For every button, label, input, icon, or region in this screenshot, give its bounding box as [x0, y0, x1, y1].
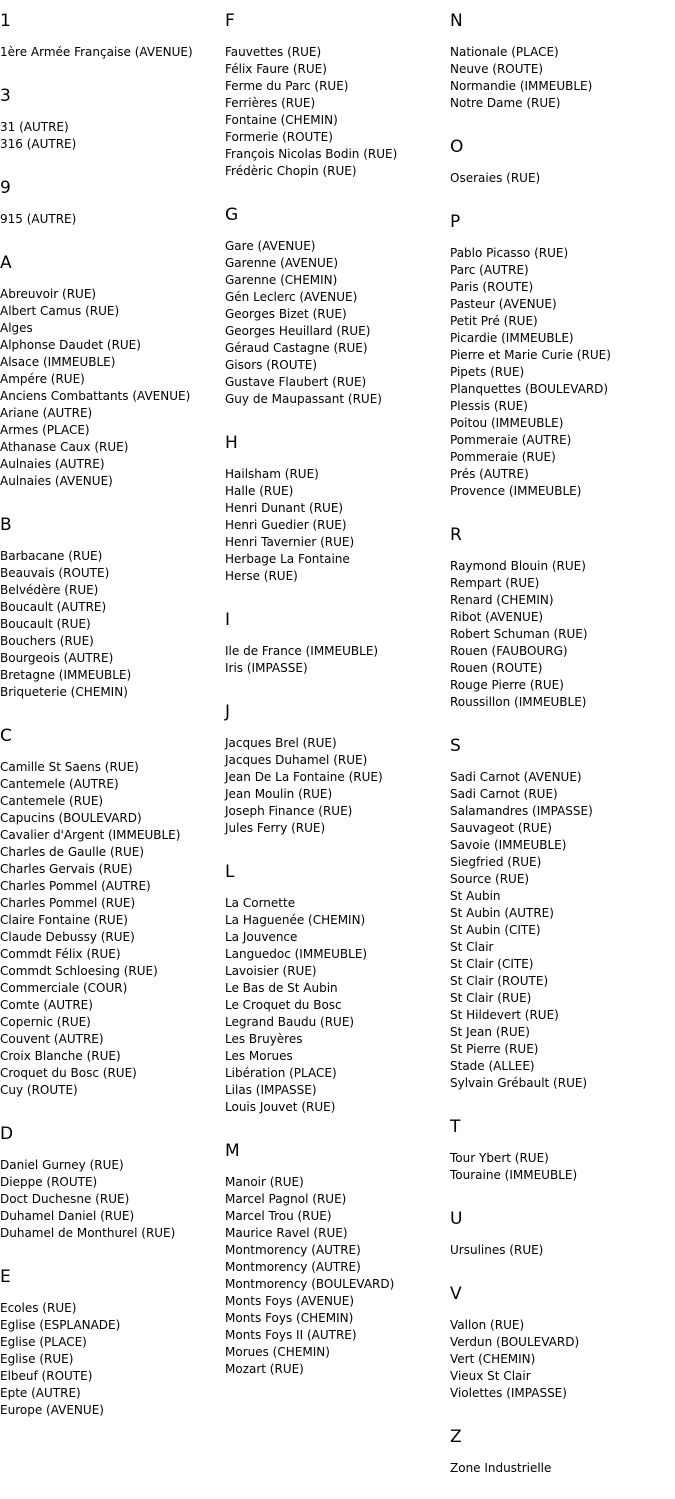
street-link[interactable]: Aulnaies (AUTRE) [0, 457, 105, 471]
street-link[interactable]: Halle (RUE) [225, 484, 294, 498]
street-link[interactable]: St Clair (ROUTE) [450, 974, 549, 988]
letter-group [450, 1281, 672, 1402]
street-link[interactable]: Les Morues [225, 1049, 293, 1063]
street-link[interactable]: 915 (AUTRE) [0, 212, 77, 226]
street-link[interactable]: La Haguenée (CHEMIN) [225, 913, 366, 927]
street-link[interactable]: Salamandres (IMPASSE) [450, 804, 593, 818]
letter-group [225, 8, 447, 180]
street-link[interactable]: Duhamel Daniel (RUE) [0, 1209, 135, 1223]
street-link[interactable]: Verdun (BOULEVARD) [450, 1335, 580, 1349]
street-link[interactable]: Pablo Picasso (RUE) [450, 246, 569, 260]
street-link[interactable]: Gén Leclerc (AVENUE) [225, 290, 358, 304]
street-list [225, 895, 447, 1116]
street-link[interactable]: Henri Tavernier (RUE) [225, 535, 355, 549]
street-link[interactable]: Rempart (RUE) [450, 576, 540, 590]
street-link[interactable]: Rouen (ROUTE) [450, 661, 543, 675]
street-link[interactable]: Athanase Caux (RUE) [0, 440, 129, 454]
street-link[interactable]: Touraine (IMMEUBLE) [450, 1168, 578, 1182]
street-list [450, 44, 672, 112]
street-list [0, 44, 222, 61]
street-link[interactable]: Boucault (AUTRE) [0, 600, 107, 614]
street-link[interactable]: Garenne (AVENUE) [225, 256, 339, 270]
street-link[interactable]: Albert Camus (RUE) [0, 304, 120, 318]
street-link[interactable]: Violettes (IMPASSE) [450, 1386, 567, 1400]
street-link[interactable]: Neuve (ROUTE) [450, 62, 544, 76]
street-list [225, 735, 447, 837]
street-link[interactable]: Comte (AUTRE) [0, 998, 93, 1012]
letter-group [450, 209, 672, 500]
street-link[interactable]: Croquet du Bosc (RUE) [0, 1066, 137, 1080]
letter-group [450, 1114, 672, 1184]
street-link[interactable]: Fauvettes (RUE) [225, 45, 322, 59]
street-link[interactable]: Gustave Flaubert (RUE) [225, 375, 367, 389]
street-link[interactable]: Marcel Pagnol (RUE) [225, 1192, 347, 1206]
street-link[interactable]: Bretagne (IMMEUBLE) [0, 668, 132, 682]
letter-group [225, 202, 447, 408]
letter-group [225, 699, 447, 837]
letter-group [225, 607, 447, 677]
street-link[interactable]: St Hildevert (RUE) [450, 1008, 559, 1022]
letter-group [0, 250, 222, 490]
street-link[interactable]: Monts Foys (CHEMIN) [225, 1311, 354, 1325]
street-list [225, 44, 447, 180]
street-link[interactable]: Pommeraie (RUE) [450, 450, 556, 464]
letter-group [450, 522, 672, 711]
street-link[interactable]: Couvent (AUTRE) [0, 1032, 104, 1046]
street-link[interactable]: François Nicolas Bodin (RUE) [225, 147, 398, 161]
street-link[interactable]: Copernic (RUE) [0, 1015, 91, 1029]
street-link[interactable]: Dieppe (ROUTE) [0, 1175, 98, 1189]
street-link[interactable]: Beauvais (ROUTE) [0, 566, 110, 580]
street-list [0, 211, 222, 228]
street-list [0, 548, 222, 701]
street-list [450, 245, 672, 500]
letter-heading: S [450, 736, 461, 756]
letter-group [450, 733, 672, 1092]
street-index-column-3 [450, 8, 672, 1499]
street-list [450, 170, 672, 187]
street-link[interactable]: Mozart (RUE) [225, 1362, 304, 1376]
street-link[interactable]: Montmorency (AUTRE) [225, 1260, 361, 1274]
street-list [0, 119, 222, 153]
letter-heading: B [0, 515, 12, 535]
street-link[interactable]: Claire Fontaine (RUE) [0, 913, 128, 927]
street-index-column-1 [0, 8, 222, 1441]
street-link[interactable]: Armes (PLACE) [0, 423, 90, 437]
letter-group [225, 430, 447, 585]
street-link[interactable]: Pipets (RUE) [450, 365, 525, 379]
street-link[interactable]: Duhamel de Monthurel (RUE) [0, 1226, 176, 1240]
street-link[interactable]: Roussillon (IMMEUBLE) [450, 695, 587, 709]
street-link[interactable]: Formerie (ROUTE) [225, 130, 333, 144]
letter-group [0, 8, 222, 61]
street-link[interactable]: Gare (AVENUE) [225, 239, 316, 253]
letter-heading: E [0, 1267, 11, 1287]
letter-group [0, 175, 222, 228]
street-link[interactable]: Monts Foys II (AUTRE) [225, 1328, 357, 1342]
street-link[interactable]: Cantemele (RUE) [0, 794, 104, 808]
street-link[interactable]: Gisors (ROUTE) [225, 358, 318, 372]
street-link[interactable]: St Clair (RUE) [450, 991, 532, 1005]
street-link[interactable]: Oseraies (RUE) [450, 171, 541, 185]
street-link[interactable]: St Aubin (CITE) [450, 923, 541, 937]
street-link[interactable]: Alges [0, 321, 33, 335]
street-link[interactable]: St Clair (CITE) [450, 957, 534, 971]
street-list [0, 1157, 222, 1242]
street-list [225, 466, 447, 585]
street-link[interactable]: Siegfried (RUE) [450, 855, 542, 869]
letter-heading: G [225, 205, 239, 225]
street-link[interactable]: Frédèric Chopin (RUE) [225, 164, 357, 178]
street-link[interactable]: Ribot (AVENUE) [450, 610, 544, 624]
street-link[interactable]: Marcel Trou (RUE) [225, 1209, 332, 1223]
street-link[interactable]: Sadi Carnot (RUE) [450, 787, 558, 801]
letter-group [0, 1121, 222, 1242]
street-link[interactable]: Herse (RUE) [225, 569, 298, 583]
letter-group [225, 859, 447, 1116]
letter-heading: C [0, 726, 12, 746]
street-link[interactable]: Rouge Pierre (RUE) [450, 678, 564, 692]
street-link[interactable]: Jean De La Fontaine (RUE) [225, 770, 383, 784]
street-link[interactable]: Paris (ROUTE) [450, 280, 534, 294]
street-link[interactable]: Joseph Finance (RUE) [225, 804, 353, 818]
letter-heading: P [450, 212, 461, 232]
letter-group [450, 1206, 672, 1259]
street-link[interactable]: Le Bas de St Aubin [225, 981, 338, 995]
street-link[interactable]: Henri Guedier (RUE) [225, 518, 347, 532]
street-link[interactable]: Louis Jouvet (RUE) [225, 1100, 336, 1114]
street-link[interactable]: Henri Dunant (RUE) [225, 501, 344, 515]
street-link[interactable]: Plessis (RUE) [450, 399, 528, 413]
street-link[interactable]: Jacques Brel (RUE) [225, 736, 337, 750]
letter-heading: M [225, 1141, 240, 1161]
letter-group [225, 1138, 447, 1378]
street-link[interactable]: Cavalier d'Argent (IMMEUBLE) [0, 828, 181, 842]
street-link[interactable]: Barbacane (RUE) [0, 549, 103, 563]
street-link[interactable]: Libération (PLACE) [225, 1066, 337, 1080]
street-list [450, 1150, 672, 1184]
letter-heading: I [225, 610, 231, 630]
street-link[interactable]: Eglise (ESPLANADE) [0, 1318, 121, 1332]
street-link[interactable]: Ecoles (RUE) [0, 1301, 77, 1315]
street-list [450, 1460, 672, 1477]
street-link[interactable]: Les Bruyères [225, 1032, 303, 1046]
street-link[interactable]: La Cornette [225, 896, 296, 910]
street-link[interactable]: Lavoisier (RUE) [225, 964, 317, 978]
letter-heading: U [450, 1209, 463, 1229]
street-link[interactable]: Ile de France (IMMEUBLE) [225, 644, 379, 658]
street-link[interactable]: Savoie (IMMEUBLE) [450, 838, 567, 852]
letter-heading: R [450, 525, 462, 545]
street-link[interactable]: Jean Moulin (RUE) [225, 787, 333, 801]
street-link[interactable]: Camille St Saens (RUE) [0, 760, 139, 774]
street-link[interactable]: Source (RUE) [450, 872, 530, 886]
street-link[interactable]: Maurice Ravel (RUE) [225, 1226, 348, 1240]
letter-group [0, 83, 222, 153]
street-link[interactable]: Languedoc (IMMEUBLE) [225, 947, 368, 961]
letter-heading: A [0, 253, 12, 273]
street-link[interactable]: Vieux St Clair [450, 1369, 531, 1383]
street-link[interactable]: Morues (CHEMIN) [225, 1345, 330, 1359]
street-link[interactable]: Parc (AUTRE) [450, 263, 529, 277]
street-link[interactable]: Briqueterie (CHEMIN) [0, 685, 128, 699]
street-link[interactable]: Ferme du Parc (RUE) [225, 79, 349, 93]
street-link[interactable]: Raymond Blouin (RUE) [450, 559, 586, 573]
street-list [0, 759, 222, 1099]
street-link[interactable]: Commerciale (COUR) [0, 981, 128, 995]
street-list [450, 1242, 672, 1259]
street-link[interactable]: Picardie (IMMEUBLE) [450, 331, 574, 345]
street-link[interactable]: Claude Debussy (RUE) [0, 930, 135, 944]
street-link[interactable]: St Clair [450, 940, 494, 954]
street-link[interactable]: Bouchers (RUE) [0, 634, 94, 648]
street-list [0, 1300, 222, 1419]
street-link[interactable]: Croix Blanche (RUE) [0, 1049, 121, 1063]
street-link[interactable]: Prés (AUTRE) [450, 467, 529, 481]
street-link[interactable]: Monts Foys (AVENUE) [225, 1294, 354, 1308]
street-link[interactable]: Jacques Duhamel (RUE) [225, 753, 368, 767]
street-list [450, 558, 672, 711]
street-link[interactable]: Vert (CHEMIN) [450, 1352, 536, 1366]
street-link[interactable]: Daniel Gurney (RUE) [0, 1158, 124, 1172]
street-link[interactable]: Elbeuf (ROUTE) [0, 1369, 93, 1383]
street-link[interactable]: 316 (AUTRE) [0, 137, 77, 151]
street-link[interactable]: Sylvain Grébault (RUE) [450, 1076, 588, 1090]
street-list [225, 643, 447, 677]
street-link[interactable]: Alsace (IMMEUBLE) [0, 355, 116, 369]
street-link[interactable]: Fontaine (CHEMIN) [225, 113, 338, 127]
letter-heading: F [225, 11, 235, 31]
letter-group [0, 512, 222, 701]
street-link[interactable]: Pierre et Marie Curie (RUE) [450, 348, 611, 362]
street-link[interactable]: Pasteur (AVENUE) [450, 297, 557, 311]
street-link[interactable]: Doct Duchesne (RUE) [0, 1192, 130, 1206]
street-link[interactable]: Cantemele (AUTRE) [0, 777, 119, 791]
street-link[interactable]: Montmorency (BOULEVARD) [225, 1277, 395, 1291]
letter-heading: T [450, 1117, 461, 1137]
street-link[interactable]: Anciens Combattants (AVENUE) [0, 389, 191, 403]
street-link[interactable]: Boucault (RUE) [0, 617, 91, 631]
street-link[interactable]: La Jouvence [225, 930, 298, 944]
street-link[interactable]: Commdt Félix (RUE) [0, 947, 121, 961]
street-link[interactable]: St Aubin (AUTRE) [450, 906, 554, 920]
street-link[interactable]: Eglise (PLACE) [0, 1335, 87, 1349]
street-link[interactable]: Epte (AUTRE) [0, 1386, 81, 1400]
street-link[interactable]: St Jean (RUE) [450, 1025, 530, 1039]
letter-heading: Z [450, 1427, 462, 1447]
street-link[interactable]: Commdt Schloesing (RUE) [0, 964, 158, 978]
street-link[interactable]: Herbage La Fontaine [225, 552, 350, 566]
street-link[interactable]: Charles Pommel (AUTRE) [0, 879, 151, 893]
street-link[interactable]: Charles Pommel (RUE) [0, 896, 136, 910]
letter-group [0, 1264, 222, 1419]
street-link[interactable]: Ariane (AUTRE) [0, 406, 93, 420]
street-link[interactable]: Europe (AVENUE) [0, 1403, 104, 1417]
street-link[interactable]: Ampére (RUE) [0, 372, 85, 386]
street-link[interactable]: Renard (CHEMIN) [450, 593, 554, 607]
street-link[interactable]: Capucins (BOULEVARD) [0, 811, 142, 825]
street-link[interactable]: Poitou (IMMEUBLE) [450, 416, 564, 430]
street-link[interactable]: Charles de Gaulle (RUE) [0, 845, 145, 859]
street-link[interactable]: Tour Ybert (RUE) [450, 1151, 549, 1165]
street-link[interactable]: Planquettes (BOULEVARD) [450, 382, 609, 396]
street-list [450, 769, 672, 1092]
street-link[interactable]: Sadi Carnot (AVENUE) [450, 770, 582, 784]
street-link[interactable]: Hailsham (RUE) [225, 467, 319, 481]
street-link[interactable]: Guy de Maupassant (RUE) [225, 392, 382, 406]
letter-heading: D [0, 1124, 14, 1144]
street-link[interactable]: Garenne (CHEMIN) [225, 273, 338, 287]
street-link[interactable]: Eglise (RUE) [0, 1352, 74, 1366]
street-link[interactable]: Georges Heuillard (RUE) [225, 324, 371, 338]
street-link[interactable]: Notre Dame (RUE) [450, 96, 561, 110]
letter-heading: 1 [0, 11, 11, 31]
street-link[interactable]: Petit Pré (RUE) [450, 314, 538, 328]
street-link[interactable]: Félix Faure (RUE) [225, 62, 327, 76]
street-link[interactable]: Sauvageot (RUE) [450, 821, 552, 835]
street-list [0, 286, 222, 490]
street-link[interactable]: Vallon (RUE) [450, 1318, 525, 1332]
street-link[interactable]: Robert Schuman (RUE) [450, 627, 588, 641]
street-link[interactable]: Iris (IMPASSE) [225, 661, 308, 675]
letter-group [450, 8, 672, 112]
street-link[interactable]: Provence (IMMEUBLE) [450, 484, 582, 498]
street-list [225, 1174, 447, 1378]
street-link[interactable]: Charles Gervais (RUE) [0, 862, 133, 876]
street-link[interactable]: Georges Bizet (RUE) [225, 307, 347, 321]
letter-heading: J [225, 702, 231, 722]
street-link[interactable]: Cuy (ROUTE) [0, 1083, 78, 1097]
street-link[interactable]: Géraud Castagne (RUE) [225, 341, 368, 355]
street-link[interactable]: Nationale (PLACE) [450, 45, 559, 59]
letter-heading: O [450, 137, 464, 157]
street-link[interactable]: Abreuvoir (RUE) [0, 287, 97, 301]
street-link[interactable]: Alphonse Daudet (RUE) [0, 338, 141, 352]
street-link[interactable]: Belvédère (RUE) [0, 583, 99, 597]
letter-group [450, 134, 672, 187]
street-link[interactable]: St Aubin [450, 889, 501, 903]
street-link[interactable]: 31 (AUTRE) [0, 120, 69, 134]
street-link[interactable]: Ursulines (RUE) [450, 1243, 544, 1257]
letter-heading: H [225, 433, 238, 453]
street-link[interactable]: Manoir (RUE) [225, 1175, 304, 1189]
letter-heading: L [225, 862, 235, 882]
letter-group [450, 1424, 672, 1477]
street-list [225, 238, 447, 408]
letter-group [0, 723, 222, 1099]
street-link[interactable]: Legrand Baudu (RUE) [225, 1015, 355, 1029]
street-link[interactable]: St Pierre (RUE) [450, 1042, 539, 1056]
street-link[interactable]: Ferrières (RUE) [225, 96, 316, 110]
street-list [450, 1317, 672, 1402]
street-link[interactable]: Pommeraie (AUTRE) [450, 433, 572, 447]
street-link[interactable]: Rouen (FAUBOURG) [450, 644, 568, 658]
street-link[interactable]: Zone Industrielle [450, 1461, 552, 1475]
letter-heading: 9 [0, 178, 11, 198]
letter-heading: 3 [0, 86, 11, 106]
street-link[interactable]: Le Croquet du Bosc [225, 998, 342, 1012]
street-index-column-2 [225, 8, 447, 1400]
street-link[interactable]: Lilas (IMPASSE) [225, 1083, 317, 1097]
street-link[interactable]: Jules Ferry (RUE) [225, 821, 326, 835]
street-link[interactable]: Stade (ALLEE) [450, 1059, 535, 1073]
letter-heading: V [450, 1284, 462, 1304]
street-link[interactable]: Montmorency (AUTRE) [225, 1243, 361, 1257]
letter-heading: N [450, 11, 463, 31]
street-link[interactable]: 1ère Armée Française (AVENUE) [0, 45, 193, 59]
street-link[interactable]: Normandie (IMMEUBLE) [450, 79, 593, 93]
street-link[interactable]: Aulnaies (AVENUE) [0, 474, 113, 488]
street-link[interactable]: Bourgeois (AUTRE) [0, 651, 114, 665]
